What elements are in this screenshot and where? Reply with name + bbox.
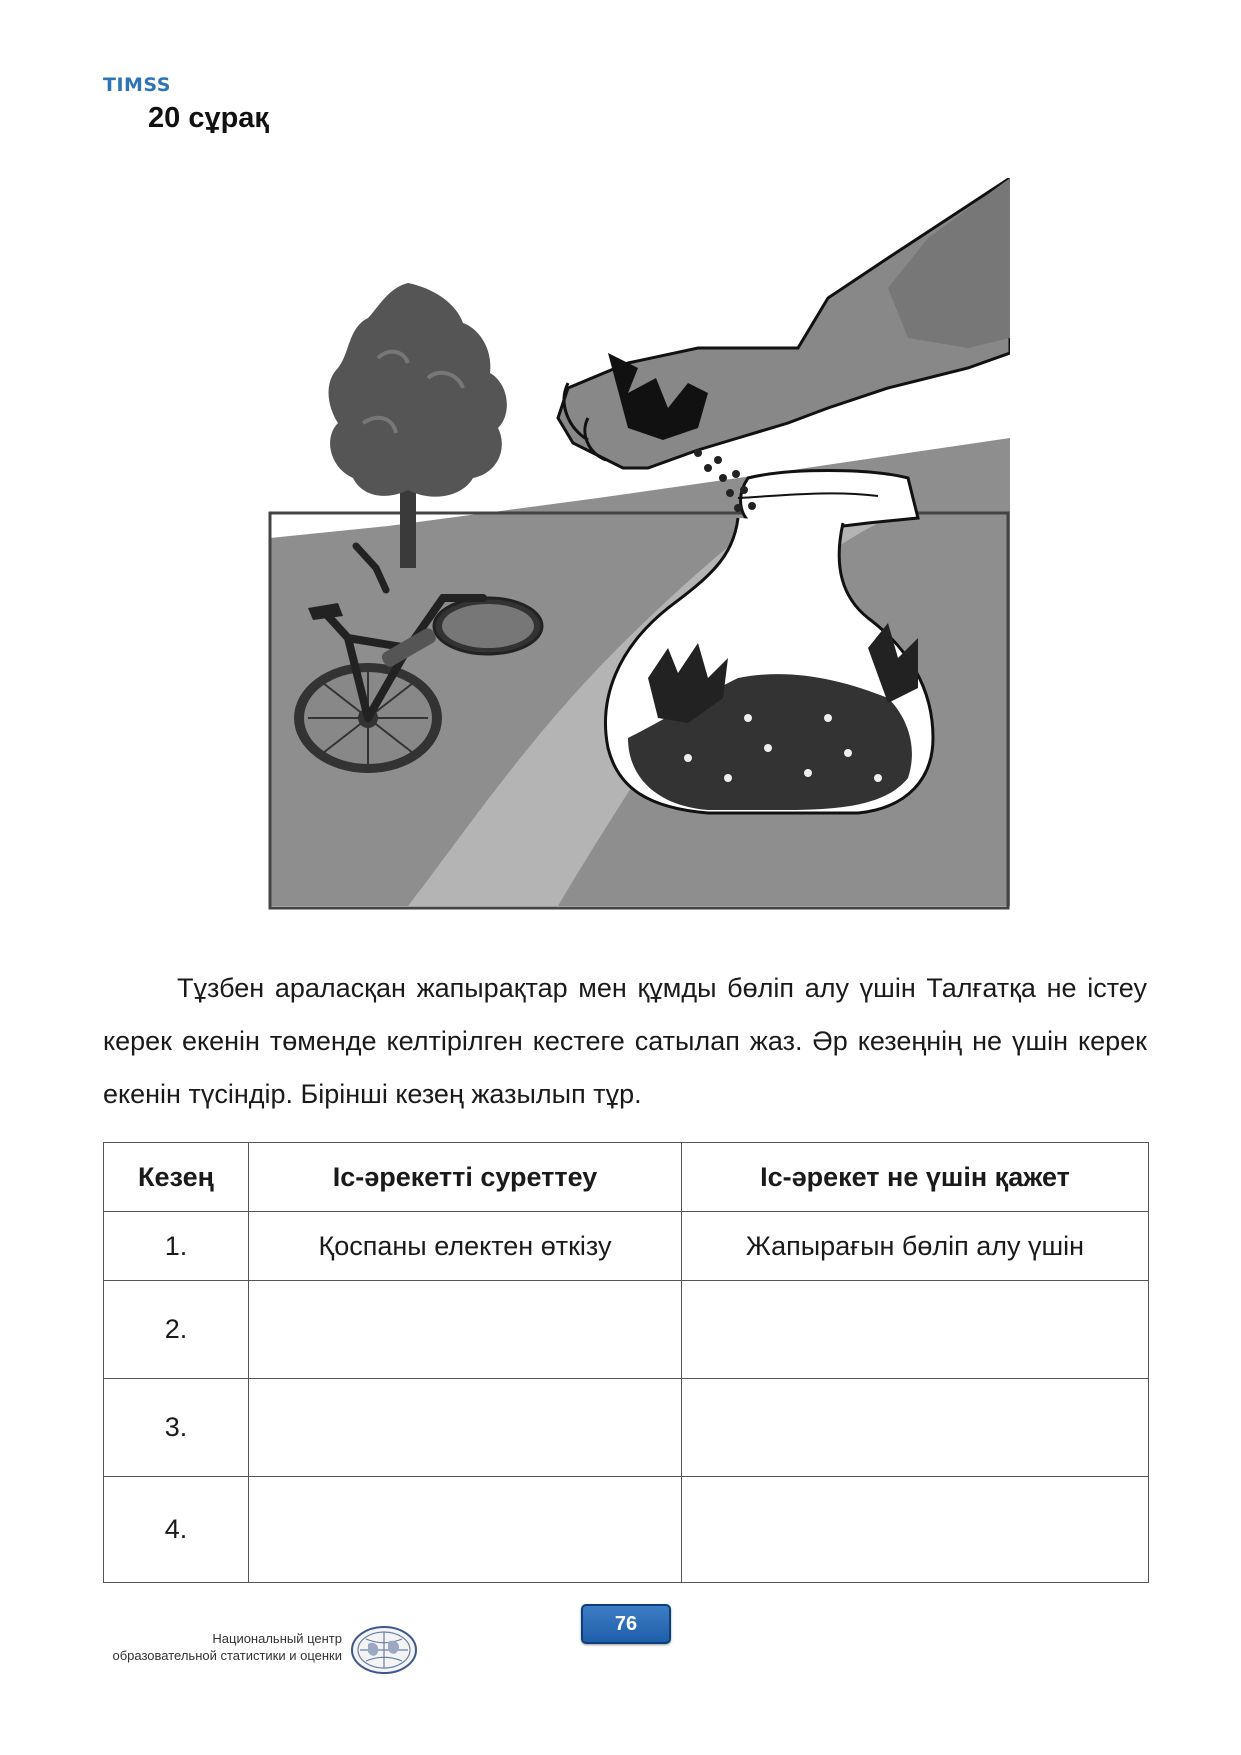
stage-cell: 1.	[104, 1212, 249, 1281]
steps-table	[103, 1142, 1149, 1583]
footer-organization	[98, 1630, 342, 1664]
header-stage: Кезең	[104, 1143, 249, 1212]
description-cell: Қоспаны електен өткізу	[249, 1212, 682, 1281]
header-brand: TIMSS	[103, 74, 171, 96]
footer-org-line1: Национальный центр	[212, 1631, 342, 1646]
table-row	[104, 1281, 1149, 1379]
reason-cell: Жапырағын бөліп алу үшін	[682, 1212, 1149, 1281]
table-row	[104, 1477, 1149, 1583]
description-answer-cell[interactable]	[249, 1477, 682, 1583]
question-title: 20 сұрақ	[148, 102, 269, 134]
table-row	[104, 1379, 1149, 1477]
description-answer-cell[interactable]	[249, 1379, 682, 1477]
reason-answer-cell[interactable]	[682, 1477, 1149, 1583]
table-row	[104, 1212, 1149, 1281]
reason-answer-cell[interactable]	[682, 1281, 1149, 1379]
stage-cell: 4.	[104, 1477, 249, 1583]
globe-logo-icon	[350, 1624, 418, 1676]
header-reason: Іс-әрекет не үшін қажет	[682, 1143, 1149, 1212]
header-description: Іс-әрекетті суреттеу	[249, 1143, 682, 1212]
reason-answer-cell[interactable]	[682, 1379, 1149, 1477]
description-answer-cell[interactable]	[249, 1281, 682, 1379]
illustration	[268, 178, 1010, 916]
stage-cell: 3.	[104, 1379, 249, 1477]
footer-org-line2: образовательной статистики и оценки	[112, 1648, 342, 1663]
table-header-row	[104, 1143, 1149, 1212]
stage-cell: 2.	[104, 1281, 249, 1379]
instruction-text: Тұзбен араласқан жапырақтар мен құмды бөліп алу үшін Талғатқа не істеу керек екенін төменде келтірілген кестеге сатылап жаз. Әр кезеңнің не үшін керек екенін түсіндір. Бірінші кезең жазылып тұр.	[103, 973, 1147, 1109]
page-number-badge: 76	[581, 1604, 671, 1644]
